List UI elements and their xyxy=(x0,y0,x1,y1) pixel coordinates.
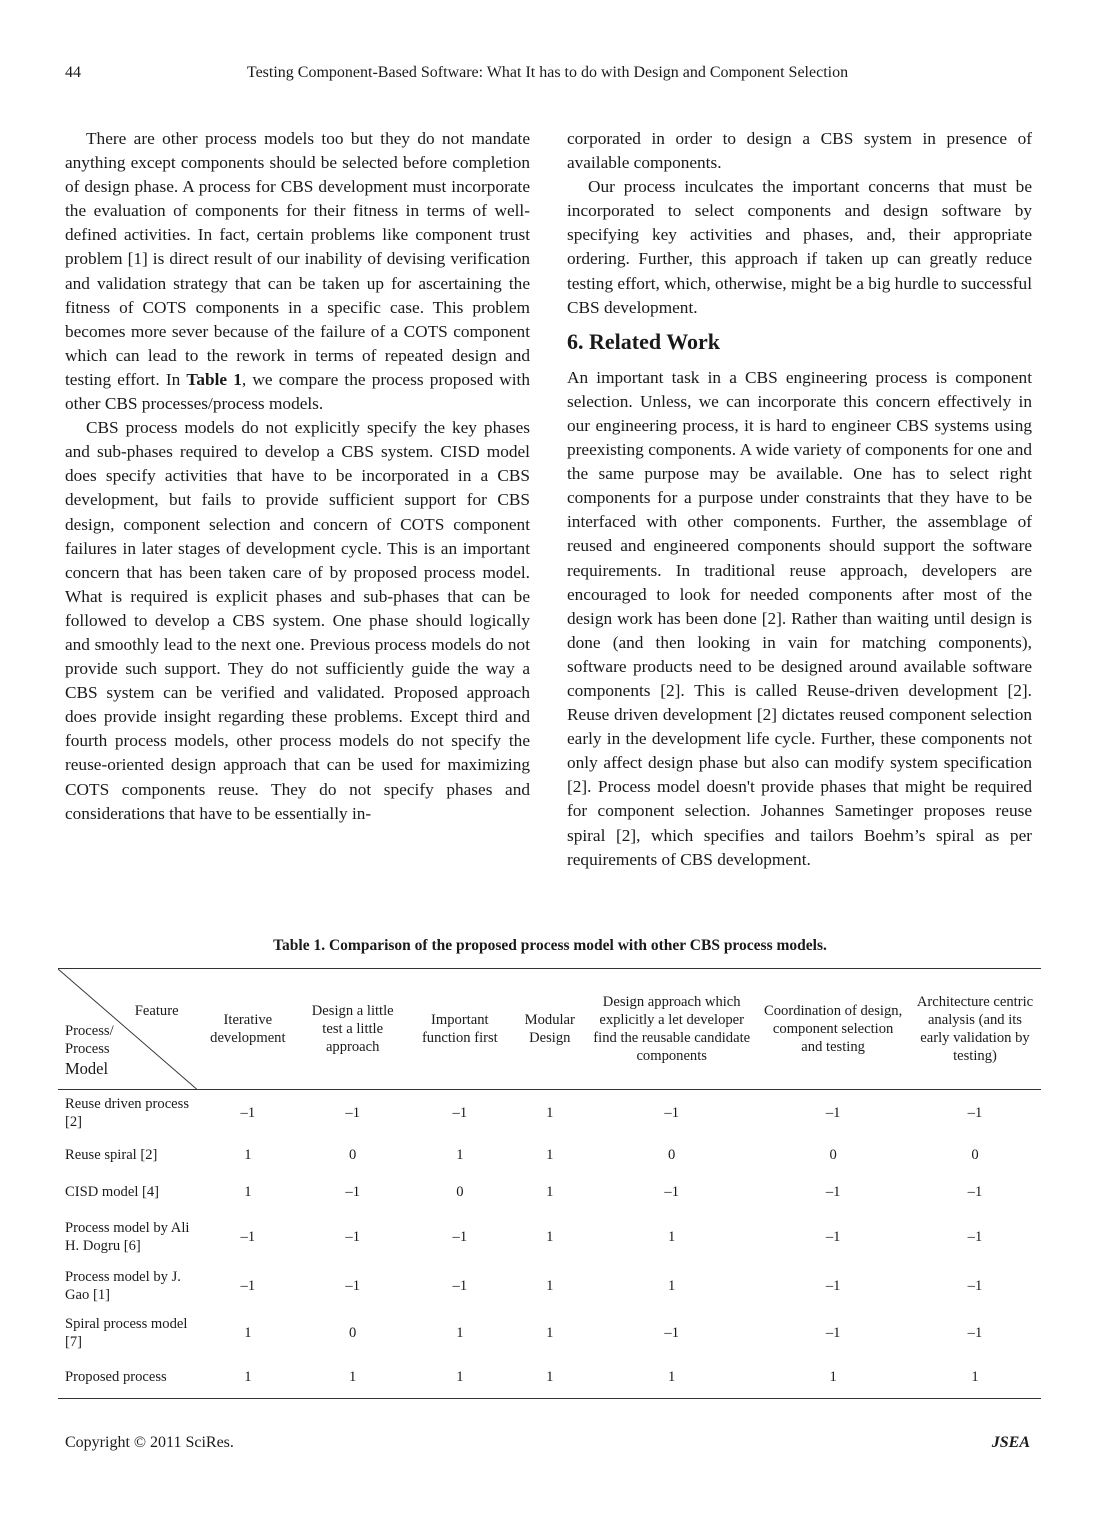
table-cell: –1 xyxy=(825,1105,841,1122)
table-cell: –1 xyxy=(452,1105,468,1122)
table-cell: –1 xyxy=(345,1105,360,1122)
table-cell: –1 xyxy=(452,1228,468,1245)
column-header: Architecture centric analysis (and its early validation by testing) xyxy=(916,994,1034,1064)
paragraph-text: There are other process models too but they do not mandate anything except components should be selected before completion of design phase. A process for CBS development must incorporate the evaluation of components for their fitness in terms of well-defined activities. In fact, certain problems like component trust problem [1] is direct result of our inability of devising verification and validation strategy that can be taken up for ascertaining the fitness of COTS components in a specific case. This problem becomes more sever because of the failure of a COTS component which can lead to the rework in terms of repeated design and testing effort. In xyxy=(65,129,530,389)
table-cell: 0 xyxy=(349,1147,357,1163)
row-label: Proposed process xyxy=(65,1369,167,1386)
table-cell: 1 xyxy=(668,1228,676,1245)
column-header: Coordination of design, component selection and testing xyxy=(764,1003,903,1055)
table-cell: –1 xyxy=(967,1105,983,1122)
table-cell: –1 xyxy=(825,1228,841,1245)
table-cell: 0 xyxy=(971,1147,979,1163)
right-column xyxy=(567,127,1032,872)
table-cell: 1 xyxy=(546,1278,554,1294)
table-cell: 1 xyxy=(244,1369,252,1386)
table-cell: 1 xyxy=(244,1325,252,1341)
table-cell: 1 xyxy=(546,1369,554,1386)
table-cell: 1 xyxy=(668,1278,676,1294)
table-cell: 1 xyxy=(546,1147,554,1163)
corner-feature-label: Feature xyxy=(134,1003,179,1019)
table-header-row xyxy=(58,969,1041,1090)
column-header: Design a little test a little approach xyxy=(311,1003,394,1055)
corner-header-cell xyxy=(58,969,197,1090)
table-cell: 1 xyxy=(668,1369,676,1386)
table-cell: 1 xyxy=(546,1184,554,1200)
table-cell: 1 xyxy=(546,1105,554,1122)
paragraph-cbs-models: CBS process models do not explicitly specify the key phases and sub-phases required to develop a CBS system. CISD model does specify activities that have to be incorporated in a CBS development, but fails to provide sufficient support for CBS design, component selection and concern of COTS component failures in later stages of development cycle. This is an important concern that has been taken care of by proposed process model. What is required is explicit phases and sub-phases that can be followed to develop a CBS system. One phase should logically and smoothly lead to the next one. Previous process models do not provide such support. They do not sufficiently guide the way a CBS system can be verified and validated. Proposed approach does provide insight regarding these problems. Except third and fourth process models, other process models do not specify the reuse-oriented design approach that can be used for maximizing COTS components reuse. They do not specify phases and considerations that have to be essentially in- xyxy=(65,418,530,823)
running-title: Testing Component-Based Software: What It has to do with Design and Component Selection xyxy=(246,64,849,81)
table-cell: –1 xyxy=(240,1105,256,1122)
table-cell: –1 xyxy=(345,1184,360,1200)
table-cell: –1 xyxy=(664,1325,679,1341)
table-caption: Table 1. Comparison of the proposed process model with other CBS process models. xyxy=(273,937,827,954)
comparison-table xyxy=(58,968,1041,1399)
column-header: Iterative development xyxy=(210,1012,286,1046)
table-cell: 0 xyxy=(668,1147,676,1163)
table-cell: 1 xyxy=(349,1369,357,1386)
table-cell: 1 xyxy=(456,1325,464,1341)
table-cell: 1 xyxy=(244,1184,252,1200)
paragraph-related-work: An important task in a CBS engineering process is component selection. Unless, we can incorporate this concern effectively in our engineering process, it is hard to engineer CBS systems using preexisting components. A wide variety of components for one and the same purpose may be available. One has to select right components for a purpose under constraints that they have to be interfaced with other components. Further, the assemblage of reused and engineered components should support the software requirements. In traditional reuse approach, developers are encouraged to look for needed components after most of the design work has been done [2]. Rather than waiting until design is done (and then looking in vain for matching components), software products need to be designed around available software components [2]. This is called Reuse-driven development [2]. Reuse driven development [2] dictates reused component selection early in the development life cycle. Further, these components not only affect design phase but also can modify system specification [2]. Process model doesn't provide phases that might be required for component selection. Johannes Sametinger proposes reuse spiral [2], which specifies and tailors Boehm’s spiral as per requirements of CBS development. xyxy=(567,367,1032,869)
paragraph-process-models xyxy=(65,127,530,416)
table-row xyxy=(58,1090,1041,1137)
row-label: CISD model [4] xyxy=(65,1184,160,1200)
column-header: Design approach which explicitly a let developer find the reusable candidate components xyxy=(593,994,751,1064)
table-cell: 1 xyxy=(546,1228,554,1245)
table-cell: 0 xyxy=(456,1184,464,1200)
table-cell: 1 xyxy=(456,1147,464,1163)
table-cell: 1 xyxy=(971,1369,979,1386)
table-cell: –1 xyxy=(345,1228,360,1245)
table-cell: –1 xyxy=(825,1325,841,1341)
paragraph-text: , we compare the process proposed with other CBS processes/process models. xyxy=(65,369,531,414)
paragraph-continued: corporated in order to design a CBS system in presence of available components. xyxy=(567,129,1032,173)
corner-model-label: Model xyxy=(65,1059,109,1078)
table-row xyxy=(58,1263,1041,1310)
table-cell: 0 xyxy=(349,1325,357,1341)
table-row xyxy=(58,1310,1041,1357)
table-row xyxy=(58,1357,1041,1399)
table-cell: –1 xyxy=(825,1184,841,1200)
copyright-notice: Copyright © 2011 SciRes. xyxy=(65,1434,234,1451)
left-column xyxy=(65,127,530,826)
page-number: 44 xyxy=(65,64,81,81)
table-cell: 1 xyxy=(456,1369,464,1386)
table-reference: Table 1 xyxy=(186,369,242,389)
section-heading-related-work: 6. Related Work xyxy=(567,328,720,354)
corner-process-label: Process/ Process xyxy=(65,1023,114,1057)
table-cell: 0 xyxy=(829,1147,837,1163)
table-cell: –1 xyxy=(967,1278,983,1294)
table-cell: 1 xyxy=(244,1147,252,1163)
paragraph-our-process: Our process inculcates the important concerns that must be incorporated to select components and design software by specifying key activities and phases, and, their appropriate ordering. Further, this approach if taken up can greatly reduce testing effort, which, otherwise, might be a big hurdle to successful CBS development. xyxy=(567,177,1032,317)
table-cell: –1 xyxy=(240,1278,256,1294)
row-label: Process model by Ali H. Dogru [6] xyxy=(65,1219,190,1254)
table-cell: 1 xyxy=(829,1369,837,1386)
table-cell: –1 xyxy=(967,1184,983,1200)
table-cell: –1 xyxy=(240,1228,256,1245)
table-cell: –1 xyxy=(664,1184,679,1200)
table-cell: 1 xyxy=(546,1325,554,1341)
table-row xyxy=(58,1137,1041,1174)
table-cell: –1 xyxy=(664,1105,679,1122)
table-row xyxy=(58,1211,1041,1263)
row-label: Spiral process model [7] xyxy=(65,1316,188,1350)
row-label: Reuse spiral [2] xyxy=(65,1147,158,1163)
column-header: Modular Design xyxy=(524,1012,575,1046)
table-cell: –1 xyxy=(345,1278,360,1294)
table-cell: –1 xyxy=(825,1278,841,1294)
table-body xyxy=(58,1090,1041,1399)
journal-abbreviation: JSEA xyxy=(991,1434,1030,1451)
table-cell: –1 xyxy=(967,1325,983,1341)
column-header: Important function first xyxy=(421,1012,498,1046)
table-cell: –1 xyxy=(967,1228,983,1245)
page-header xyxy=(65,64,1030,88)
row-label: Process model by J. Gao [1] xyxy=(65,1269,181,1303)
table-cell: –1 xyxy=(452,1278,468,1294)
table-row xyxy=(58,1174,1041,1211)
row-label: Reuse driven process [2] xyxy=(65,1096,190,1131)
